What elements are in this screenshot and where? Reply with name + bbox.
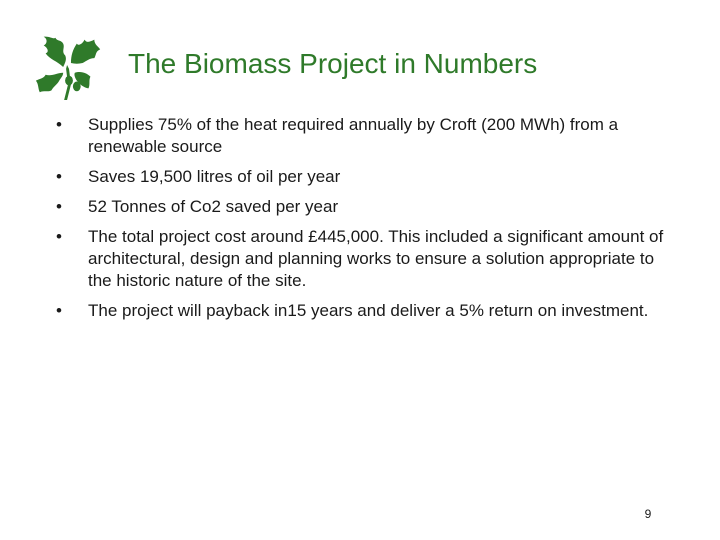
bullet-text: The project will payback in15 years and deliver a 5% return on investment.	[88, 301, 649, 320]
list-item	[56, 300, 676, 322]
bullet-text: Saves 19,500 litres of oil per year	[88, 167, 341, 186]
list-item	[56, 226, 676, 292]
bullet-marker: •	[56, 115, 62, 134]
bullet-marker: •	[56, 301, 62, 320]
bullet-marker: •	[56, 197, 62, 216]
bullet-list	[56, 114, 676, 330]
bullet-marker: •	[56, 227, 62, 246]
bullet-text: Supplies 75% of the heat required annually by Croft (200 MWh) from a renewable source	[88, 115, 619, 156]
page-number: 9	[644, 507, 652, 521]
slide-title: The Biomass Project in Numbers	[128, 48, 538, 79]
oak-leaf-icon	[30, 28, 108, 102]
bullet-marker: •	[56, 167, 62, 186]
list-item	[56, 196, 676, 218]
list-item	[56, 114, 676, 158]
bullet-text: The total project cost around £445,000. This included a significant amount of architectural, design and planning works to ensure a solution appropriate to the historic nature of the site.	[88, 227, 664, 290]
list-item	[56, 166, 676, 188]
bullet-text: 52 Tonnes of Co2 saved per year	[88, 197, 339, 216]
